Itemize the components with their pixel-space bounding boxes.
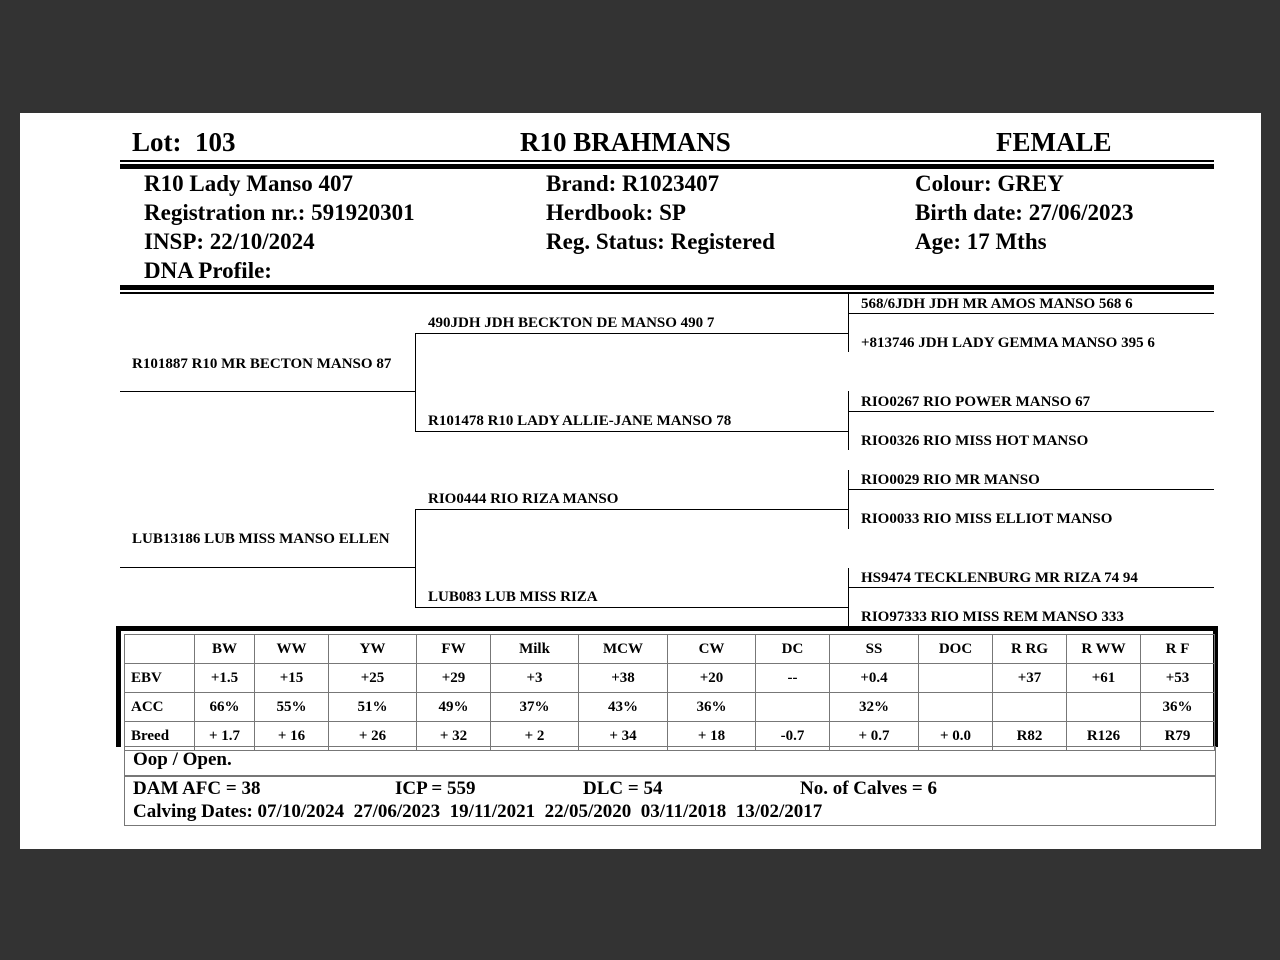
pedigree-sdd: RIO0326 RIO MISS HOT MANSO	[861, 433, 1089, 449]
colour: Colour: GREY	[915, 171, 1064, 196]
sire-dam-line	[415, 431, 849, 432]
sds-line	[848, 411, 1214, 412]
info-rule-thick	[120, 285, 1214, 290]
ebv-cell: 36%	[1141, 693, 1215, 722]
ebv-col-header	[125, 635, 195, 664]
ebv-cell: +37	[993, 664, 1067, 693]
ebv-cell: +1.5	[195, 664, 255, 693]
ebv-col-header: FW	[417, 635, 491, 664]
ebv-cell: + 0.7	[830, 722, 919, 751]
ebv-cell: R79	[1141, 722, 1215, 751]
ebv-col-header: R RG	[993, 635, 1067, 664]
ebv-frame-top	[116, 626, 1218, 631]
ebv-cell: EBV	[125, 664, 195, 693]
ebv-cell: +38	[579, 664, 668, 693]
ebv-col-header: MCW	[579, 635, 668, 664]
ebv-col-header: Milk	[491, 635, 579, 664]
ebv-col-header: CW	[668, 635, 756, 664]
ebv-cell: R126	[1067, 722, 1141, 751]
insp-date: INSP: 22/10/2024	[144, 229, 315, 254]
ds-bracket	[848, 470, 849, 529]
ebv-col-header: DC	[756, 635, 830, 664]
status-box	[124, 746, 1216, 777]
lot-sheet	[20, 113, 1261, 849]
ebv-cell	[919, 664, 993, 693]
breed-title: R10 BRAHMANS	[520, 127, 731, 157]
pedigree-dam-dam: LUB083 LUB MISS RIZA	[428, 589, 598, 605]
icp: ICP = 559	[395, 778, 476, 799]
ebv-cell: + 18	[668, 722, 756, 751]
dam-afc: DAM AFC = 38	[133, 778, 261, 799]
age: Age: 17 Mths	[915, 229, 1047, 254]
ebv-cell: 66%	[195, 693, 255, 722]
sss-line	[848, 313, 1214, 314]
ebv-cell: +0.4	[830, 664, 919, 693]
ebv-cell: +15	[255, 664, 329, 693]
dam-sire-line	[415, 509, 849, 510]
dam-line	[120, 567, 416, 568]
registration-number: Registration nr.: 591920301	[144, 200, 415, 225]
pedigree-sire-dam: R101478 R10 LADY ALLIE-JANE MANSO 78	[428, 413, 732, 429]
ebv-cell	[919, 693, 993, 722]
ebv-cell: +61	[1067, 664, 1141, 693]
ebv-col-header: YW	[329, 635, 417, 664]
ebv-col-header: R F	[1141, 635, 1215, 664]
pedigree-sds: RIO0267 RIO POWER MANSO 67	[861, 394, 1091, 410]
ebv-cell: 49%	[417, 693, 491, 722]
ebv-frame-left	[116, 626, 121, 747]
ebv-cell: +25	[329, 664, 417, 693]
ebv-cell: +29	[417, 664, 491, 693]
ebv-row-ebv	[125, 664, 1215, 693]
pedigree-dds: HS9474 TECKLENBURG MR RIZA 74 94	[861, 570, 1138, 586]
pedigree-dss: RIO0029 RIO MR MANSO	[861, 472, 1040, 488]
ebv-header-row	[125, 635, 1215, 664]
ebv-cell: 51%	[329, 693, 417, 722]
brand: Brand: R1023407	[546, 171, 720, 196]
ebv-cell: + 1.7	[195, 722, 255, 751]
pregnancy-status: Oop / Open.	[133, 749, 232, 770]
ebv-cell: + 0.0	[919, 722, 993, 751]
ebv-cell: --	[756, 664, 830, 693]
dam-bracket	[415, 509, 416, 607]
pedigree-dam-sire: RIO0444 RIO RIZA MANSO	[428, 491, 619, 507]
herdbook: Herdbook: SP	[546, 200, 686, 225]
birth-date: Birth date: 27/06/2023	[915, 200, 1134, 225]
pedigree-dam: LUB13186 LUB MISS MANSO ELLEN	[132, 531, 390, 547]
ebv-cell: 55%	[255, 693, 329, 722]
dd-bracket	[848, 568, 849, 627]
ebv-cell	[756, 693, 830, 722]
sex-label: FEMALE	[996, 127, 1112, 157]
dss-line	[848, 489, 1214, 490]
pedigree-dsd: RIO0033 RIO MISS ELLIOT MANSO	[861, 511, 1113, 527]
ebv-cell: +20	[668, 664, 756, 693]
ss-bracket	[848, 293, 849, 352]
ebv-cell: + 2	[491, 722, 579, 751]
ebv-col-header: SS	[830, 635, 919, 664]
ebv-cell: +53	[1141, 664, 1215, 693]
ebv-row-acc	[125, 693, 1215, 722]
dna-profile: DNA Profile:	[144, 258, 272, 283]
ebv-col-header: WW	[255, 635, 329, 664]
animal-name: R10 Lady Manso 407	[144, 171, 353, 196]
sire-line	[120, 391, 416, 392]
ebv-cell: Breed	[125, 722, 195, 751]
ebv-cell: 37%	[491, 693, 579, 722]
dds-line	[848, 587, 1214, 588]
header-rule-thin	[120, 160, 1214, 162]
number-of-calves: No. of Calves = 6	[800, 778, 937, 799]
ebv-cell: + 32	[417, 722, 491, 751]
ebv-cell: R82	[993, 722, 1067, 751]
ebv-cell: ACC	[125, 693, 195, 722]
ebv-col-header: BW	[195, 635, 255, 664]
ebv-cell: +3	[491, 664, 579, 693]
pedigree-sire-sire: 490JDH JDH BECKTON DE MANSO 490 7	[428, 315, 715, 331]
dam-dam-line	[415, 607, 849, 608]
pedigree-ssd: +813746 JDH LADY GEMMA MANSO 395 6	[861, 335, 1155, 351]
lot-label-text: Lot:	[132, 127, 182, 157]
ebv-cell: + 26	[329, 722, 417, 751]
ebv-col-header: DOC	[919, 635, 993, 664]
ebv-cell	[1067, 693, 1141, 722]
ebv-cell	[993, 693, 1067, 722]
pedigree-sss: 568/6JDH JDH MR AMOS MANSO 568 6	[861, 296, 1133, 312]
ebv-table	[124, 634, 1215, 751]
ebv-cell: 43%	[579, 693, 668, 722]
info-rule-thin	[120, 292, 1214, 294]
calving-box	[124, 775, 1216, 826]
lot-number: 103	[195, 127, 236, 157]
calving-dates: Calving Dates: 07/10/2024 27/06/2023 19/11/2021 22/05/2020 03/11/2018 13/02/2017	[133, 801, 823, 822]
pedigree-ddd: RIO97333 RIO MISS REM MANSO 333	[861, 609, 1124, 625]
ebv-cell: 36%	[668, 693, 756, 722]
ebv-cell: + 16	[255, 722, 329, 751]
ebv-cell: + 34	[579, 722, 668, 751]
ebv-cell: 32%	[830, 693, 919, 722]
header-rule-thick	[120, 164, 1214, 169]
sd-bracket	[848, 391, 849, 450]
ebv-col-header: R WW	[1067, 635, 1141, 664]
dlc: DLC = 54	[583, 778, 663, 799]
sire-sire-line	[415, 333, 849, 334]
sire-bracket	[415, 333, 416, 431]
reg-status: Reg. Status: Registered	[546, 229, 775, 254]
lot-label	[132, 127, 236, 158]
pedigree-sire: R101887 R10 MR BECTON MANSO 87	[132, 356, 392, 372]
ebv-cell: -0.7	[756, 722, 830, 751]
